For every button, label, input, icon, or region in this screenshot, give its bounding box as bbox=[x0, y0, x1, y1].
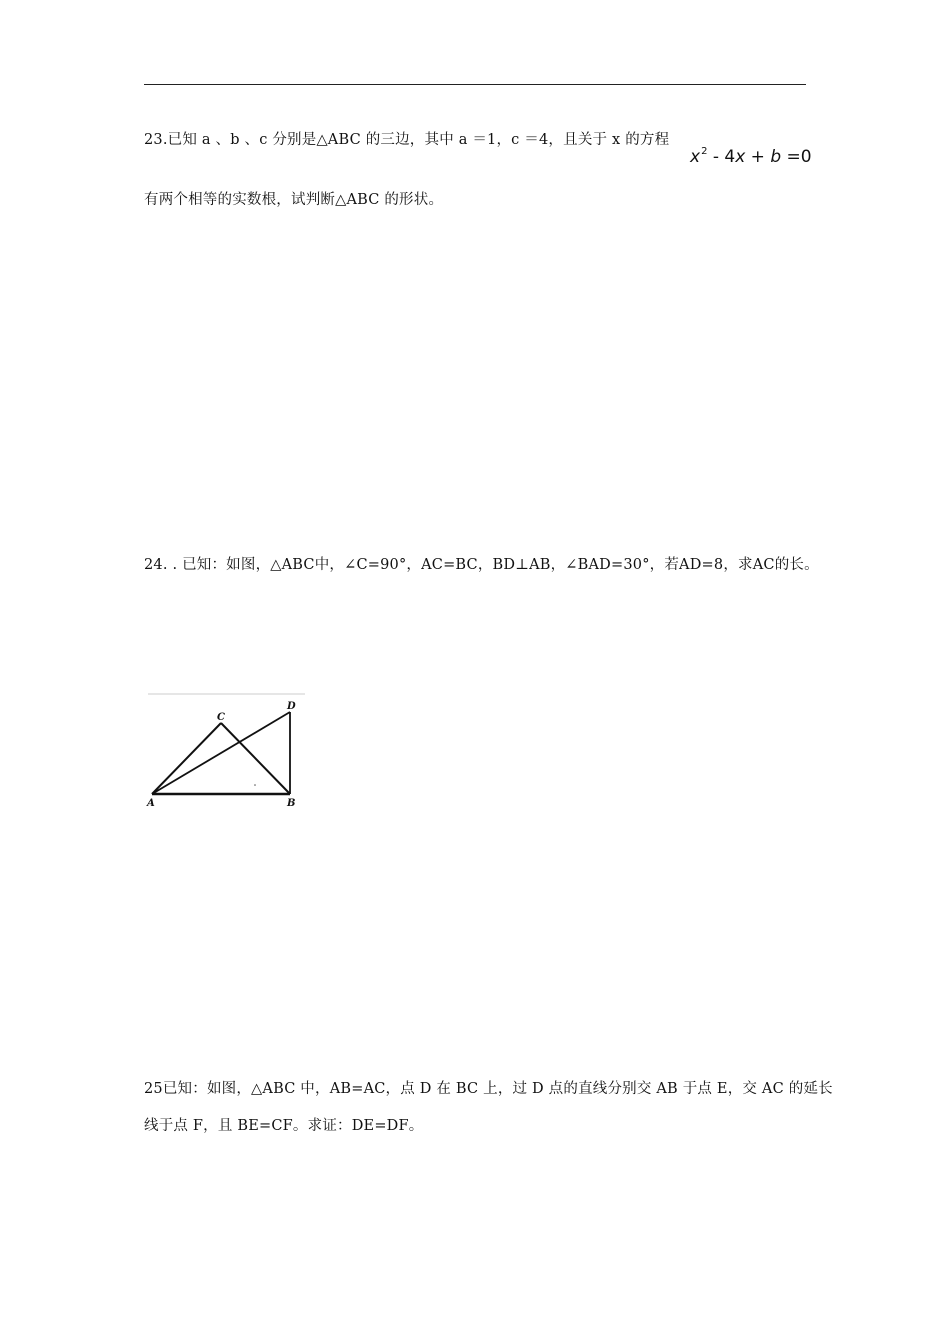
q25-line-1: 25已知：如图，△ABC 中，AB=AC，点 D 在 BC 上，过 D 点的直线分别交 AB 于点 E，交 AC 的延长 bbox=[144, 1081, 833, 1097]
segment-cb bbox=[221, 723, 290, 794]
figure-dot bbox=[254, 784, 256, 786]
label-d: D bbox=[287, 701, 296, 712]
eq-equals-zero: =0 bbox=[781, 147, 812, 167]
label-c: C bbox=[217, 712, 225, 723]
q23-line-2: 有两个相等的实数根，试判断△ABC 的形状。 bbox=[144, 192, 444, 208]
label-a: A bbox=[147, 798, 155, 809]
q25-line-2: 线于点 F，且 BE=CF。求证：DE=DF。 bbox=[144, 1118, 424, 1134]
eq-b: b bbox=[770, 147, 782, 167]
label-b: B bbox=[287, 798, 296, 809]
q23-line-1: 23.已知 a 、b 、c 分别是△ABC 的三边，其中 a ＝1，c ＝4，且关于 x 的方程 bbox=[144, 132, 670, 148]
triangle-figure bbox=[140, 690, 310, 815]
eq-exponent: 2 bbox=[701, 146, 708, 157]
eq-x-2: x bbox=[735, 147, 746, 167]
eq-plus: + bbox=[745, 147, 771, 167]
header-rule bbox=[144, 84, 806, 85]
q23-equation bbox=[690, 140, 812, 169]
triangle-diagram bbox=[140, 690, 310, 815]
q24-line-1: 24. . 已知：如图，△ABC中，∠C=90°，AC=BC，BD⊥AB，∠BAD=30°，若AD=8，求AC的长。 bbox=[144, 557, 819, 573]
eq-minus-4: - 4 bbox=[707, 147, 736, 167]
eq-x: x bbox=[690, 147, 701, 167]
